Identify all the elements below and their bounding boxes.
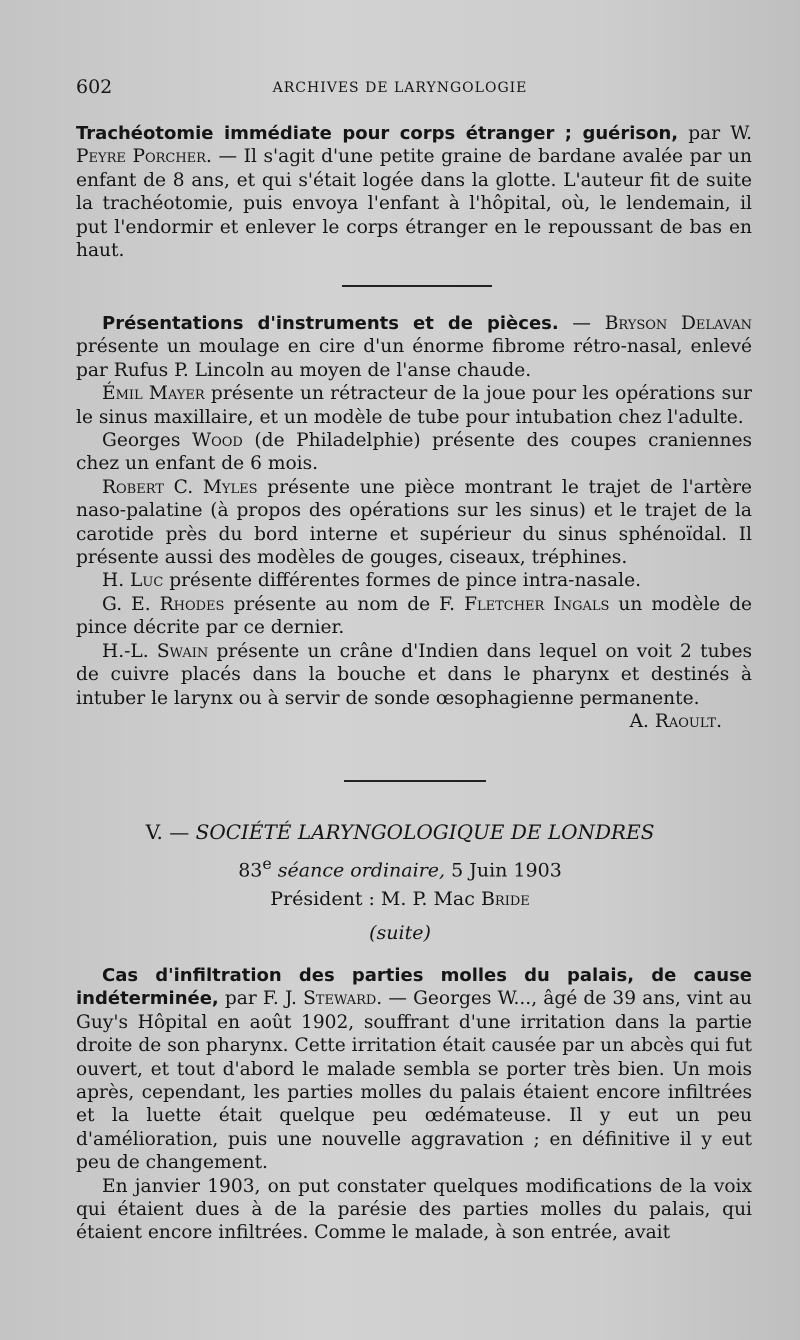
session-date: 5 Juin 1903 [445,859,562,882]
signature-name: Raoult. [654,710,722,732]
section-heading [0,820,800,844]
paragraph-text: présente un rétracteur de la joue pour les opérations sur le sinus maxillaire, et un modèle de tube pour intubation chez l'adulte. [76,383,752,428]
president-line [0,888,800,910]
section-number: V. — [145,820,196,844]
article-text: . — Il s'agit d'une petite graine de bardane avalée par un enfant de 8 ans, et qui s'était logée dans la glotte. L'auteur fit de suite la trachéotomie, puis envoya l'enfant à l'hôpital, où, le lendemain, il put l'endormir et enlever le corps étranger en le repoussant de bas en haut. [76,146,752,262]
signature [76,710,752,733]
presenter-name: Robert C. Myles [102,476,258,498]
session-ordinal: e [262,854,272,873]
presenter-name: Swain [156,640,209,662]
president-label: Président : M. P. Mac [270,888,481,910]
running-title: ARCHIVES DE LARYNGOLOGIE [272,80,528,96]
paragraph-text: présente différentes formes de pince intra-nasale. [163,570,642,592]
paragraph-text: (de Philadelphie) présente des coupes craniennes chez un enfant de 6 mois. [76,430,752,475]
signature-initial: A. [629,710,655,732]
presenter-name: Fletcher Ingals [464,593,610,615]
session-number: 83 [238,859,263,882]
separator-rule [342,285,492,287]
article-byline: par W. [678,123,753,144]
session-label: séance ordinaire, [271,859,446,882]
session-line [0,854,800,881]
article-title: Trachéotomie immédiate pour corps étranger ; guérison, [76,123,679,144]
article-author: Peyre Porcher [76,146,206,168]
presenter-initial: H.-L. [102,640,157,662]
presenter-first-name: Georges [102,430,192,452]
paragraph-text: un modèle de pince décrite par ce dernier. [76,593,752,639]
presenter-initial: G. E. [102,593,160,615]
presenter-initial: H. [102,570,131,592]
article-title: Cas d'infiltration des parties molles du palais, de cause indéterminée, [76,965,752,1010]
dash: — [558,313,605,334]
article-infiltration [76,964,752,1245]
presenter-name: Bryson Delavan [604,313,752,334]
paragraph-text: présente un moulage en cire d'un énorme fibrome rétro-nasal, enlevé par Rufus P. Lincoln au moyen de l'anse chaude. [76,336,752,381]
presenter-name: Émil Mayer [102,383,205,405]
article-title: Présentations d'instruments et de pièces. [102,313,559,334]
article-author: Steward [303,988,377,1010]
paragraph-text: . — Georges W..., âgé de 39 ans, vint au Guy's Hôpital en août 1902, souffrant d'une irritation dans la partie droite de son pharynx. Cette irritation était causée par un abcès qui fut ouvert, et tout d'abord le malade sembla se porter très bien. Un mois après, cependant, les parties molles du palais étaient encore infiltrées et la luette était quelque peu œdémateuse. Il y eut un peu d'amélioration, puis une nouvelle aggravation ; en définitive il y eut peu de changement. [76,988,752,1174]
article-byline: par F. J. [218,988,304,1010]
presenter-name: Wood [191,430,243,452]
president-name: Bride [480,888,530,910]
paragraph-text: présente un crâne d'Indien dans lequel on voit 2 tubes de cuivre placés dans la bouche et dans le pharynx et destinés à intuber le larynx ou à servir de sonde œsophagienne permanente. [76,640,753,709]
continued-note: (suite) [369,922,431,944]
section-title: SOCIÉTÉ LARYNGOLOGIQUE DE LONDRES [195,820,655,844]
article-tracheotomie [76,122,752,262]
presenter-name: Luc [130,570,164,592]
paragraph-text: présente une pièce montrant le trajet de l'artère naso-palatine (à propos des opérations sur les sinus) et le trajet de la carotide près du bord interne et supérieur du sinus sphénoïdal. Il présente aussi des modèles de gouges, ciseaux, tréphines. [76,476,753,569]
paragraph-text: présente au nom de F. [224,593,465,615]
paragraph-text: En janvier 1903, on put constater quelques modifications de la voix qui étaient dues à de la parésie des parties molles du palais, qui étaient encore infiltrées. Comme le malade, à son entrée, avait [76,1175,752,1244]
presenter-name: Rhodes [159,593,225,615]
article-presentations [76,312,752,733]
page-number: 602 [76,76,113,98]
separator-rule [344,780,486,782]
